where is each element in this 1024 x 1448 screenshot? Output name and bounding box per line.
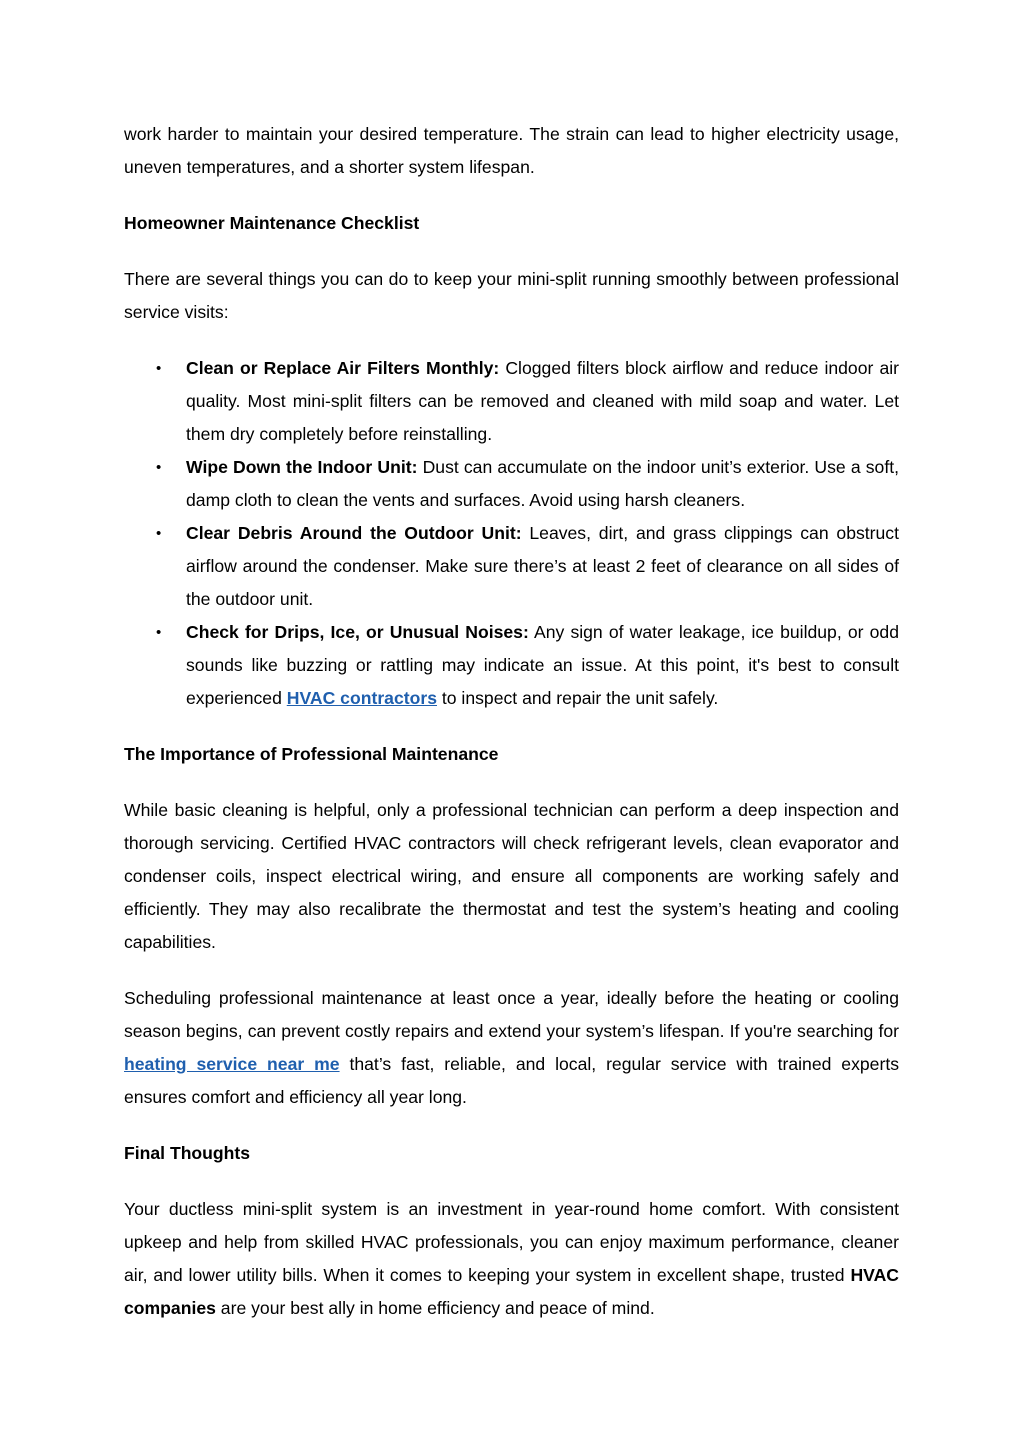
- list-item-text: Clogged filters block airflow and reduce indoor air quality. Most mini-split filters can be removed and cleaned with mild soap and water. Let them dry completely before reinstalling.: [186, 358, 899, 444]
- list-item-title: Wipe Down the Indoor Unit:: [186, 457, 418, 477]
- list-item: [124, 616, 899, 715]
- checklist-intro: There are several things you can do to keep your mini-split running smoothly between professional service visits:: [124, 269, 899, 322]
- heating-service-link[interactable]: heating service near me: [124, 1054, 340, 1074]
- document-page: [124, 118, 899, 1348]
- intro-paragraph: work harder to maintain your desired temperature. The strain can lead to higher electricity usage, uneven temperatures, and a shorter system lifespan.: [124, 124, 899, 177]
- list-item-title: Check for Drips, Ice, or Unusual Noises:: [186, 622, 529, 642]
- list-item-text: Leaves, dirt, and grass clippings can obstruct airflow around the condenser. Make sure there’s at least 2 feet of clearance on all sides of the outdoor unit.: [186, 523, 899, 609]
- list-item: [124, 517, 899, 616]
- paragraph-text: that’s fast, reliable, and local, regular service with trained experts ensures comfort and efficiency all year long.: [124, 1054, 899, 1107]
- professional-heading: The Importance of Professional Maintenance: [124, 744, 499, 764]
- hvac-companies-bold: HVAC companies: [124, 1265, 899, 1318]
- paragraph-text: are your best ally in home efficiency and peace of mind.: [215, 1298, 655, 1318]
- list-item-title: Clear Debris Around the Outdoor Unit:: [186, 523, 522, 543]
- final-heading: Final Thoughts: [124, 1143, 251, 1163]
- bullet-icon: •: [156, 360, 162, 377]
- list-item: [124, 352, 899, 451]
- list-item-text: to inspect and repair the unit safely.: [436, 688, 719, 708]
- bullet-icon: •: [156, 525, 162, 542]
- paragraph-text: Your ductless mini-split system is an investment in year-round home comfort. With consistent upkeep and help from skilled HVAC professionals, you can enjoy maximum performance, cleaner air, and lower utility bills. When it comes to keeping your system in excellent shape, trusted: [124, 1199, 899, 1285]
- list-item-text: Dust can accumulate on the indoor unit’s exterior. Use a soft, damp cloth to clean the vents and surfaces. Avoid using harsh cleaners.: [186, 457, 899, 510]
- checklist-heading: Homeowner Maintenance Checklist: [124, 213, 420, 233]
- bullet-icon: •: [156, 459, 162, 476]
- professional-paragraph-2: [124, 982, 899, 1114]
- hvac-contractors-link[interactable]: HVAC contractors: [286, 688, 437, 708]
- paragraph-text: Scheduling professional maintenance at least once a year, ideally before the heating or cooling season begins, can prevent costly repairs and extend your system’s lifespan. If you're searching for: [124, 988, 899, 1041]
- list-item-title: Clean or Replace Air Filters Monthly:: [186, 358, 500, 378]
- checklist-list: [124, 352, 899, 715]
- bullet-icon: •: [156, 624, 162, 641]
- professional-paragraph-1: While basic cleaning is helpful, only a professional technician can perform a deep inspection and thorough servicing. Certified HVAC contractors will check refrigerant levels, clean evaporator and condenser coils, inspect electrical wiring, and ensure all components are working safely and efficiently. They may also recalibrate the thermostat and test the system’s heating and cooling capabilities.: [124, 800, 899, 952]
- final-paragraph: [124, 1193, 899, 1325]
- list-item-text: Any sign of water leakage, ice buildup, or odd sounds like buzzing or rattling may indicate an issue. At this point, it's best to consult experienced: [186, 622, 899, 708]
- list-item: [124, 451, 899, 517]
